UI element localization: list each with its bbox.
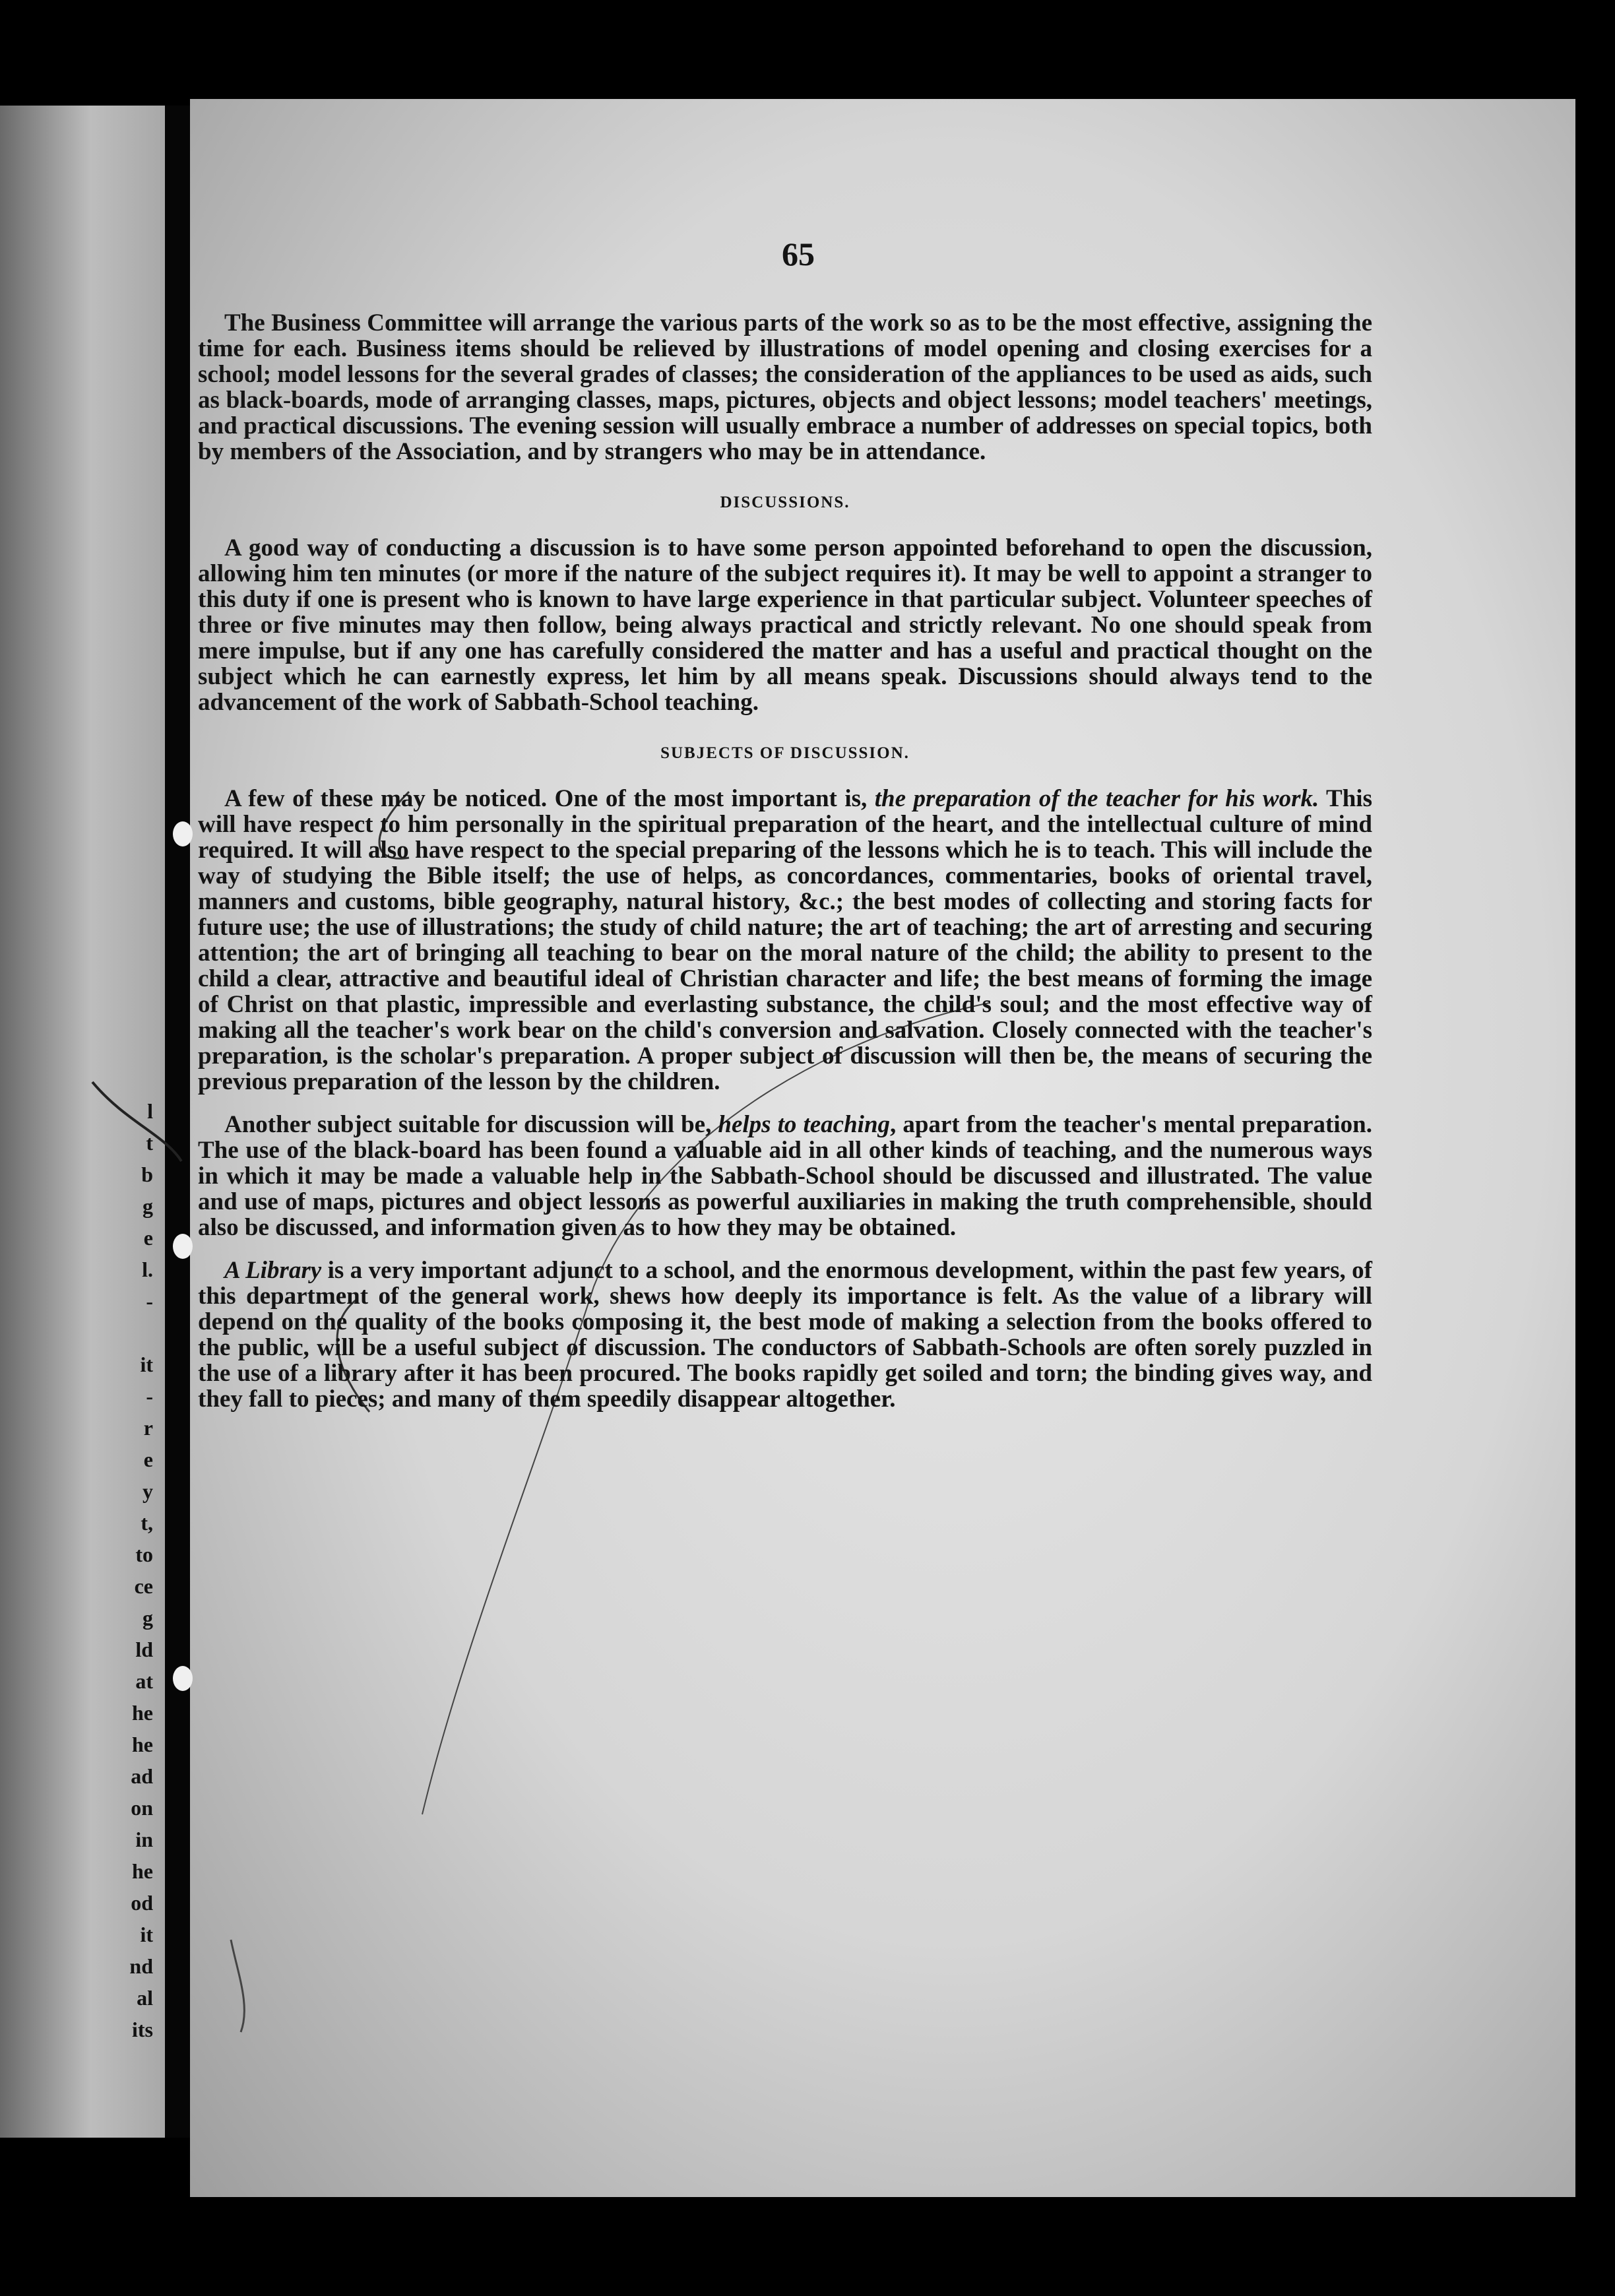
page-text	[198, 234, 1372, 1412]
facing-page-fragment: t,	[141, 1511, 153, 1535]
page-number: 65	[782, 236, 815, 272]
facing-page-fragment: -	[146, 1289, 153, 1313]
paragraph-library-text: is a very important adjunct to a school, and the enormous development, within the past few years, of this department of the general work, shews how deeply its importance is felt. As the value of a library will depend on the quality of the books composing it, the best mode of making a selection from the books offered to the public, will be a useful subject of discussion. The conductors of Sabbath-Schools are often sorely puzzled in the use of a library after it has been procured. The books rapidly get soiled and torn; the binding gives way, and they fall to pieces; and many of them speedily disappear altogether.	[198, 1257, 1372, 1413]
heading-discussions: DISCUSSIONS.	[720, 494, 850, 511]
facing-page-fragment: ad	[131, 1764, 153, 1788]
facing-page-fragment: t	[146, 1131, 153, 1155]
facing-page-fragment: l.	[142, 1258, 153, 1281]
facing-page-fragment: g	[142, 1194, 153, 1218]
paragraph-business-committee: The Business Committee will arrange the various parts of the work so as to be the most effective, assigning the time for each. Business items should be relieved by illustrations of model opening and closing exercises for a school; model lessons for the several grades of classes; the consideration of the appliances to be used as aids, such as black-boards, mode of arranging classes, maps, pictures, objects and object lessons; model teachers' meetings, and practical discussions. The evening session will usually embrace a number of addresses on special topics, both by members of the Association, and by strangers who may be in attendance.	[198, 309, 1372, 465]
facing-page-fragment: b	[141, 1163, 153, 1186]
emphasis-library: A Library	[224, 1257, 322, 1284]
facing-page-fragment: it	[140, 1923, 153, 1946]
facing-page-fragment: l	[147, 1099, 153, 1123]
facing-page-fragment: ld	[135, 1638, 153, 1661]
facing-page-fragment: r	[143, 1416, 153, 1440]
paragraph-helps-text: Another subject suitable for discussion will be,	[224, 1111, 718, 1138]
paragraph-discussions: A good way of conducting a discussion is to have some person appointed beforehand to open the discussion, allowing him ten minutes (or more if the nature of the subject requires it). It may be well to appoint a stranger to this duty if one is present who is known to have large experience in that particular subject. Volunteer speeches of three or five minutes may then follow, being always practical and strictly relevant. No one should speak from mere impulse, but if any one has carefully considered the matter and has a useful and practical thought on the subject which he can earnestly express, let him by all means speak. Discussions should always tend to the advancement of the work of Sabbath-School teaching.	[198, 534, 1372, 716]
facing-page-fragment: it	[140, 1353, 153, 1376]
emphasis-preparation: the preparation of the teacher for his work.	[874, 785, 1319, 812]
facing-page-fragment: he	[132, 1859, 153, 1883]
heading-subjects-of-discussion: SUBJECTS OF DISCUSSION.	[660, 744, 910, 762]
paragraph-subjects	[198, 786, 1372, 1095]
facing-page-fragment: on	[131, 1796, 153, 1820]
facing-page-fragment: in	[135, 1828, 153, 1851]
facing-page-fragment: to	[135, 1543, 153, 1566]
facing-page-fragment: he	[132, 1733, 153, 1756]
paragraph-helps-to-teaching	[198, 1112, 1372, 1240]
paragraph-subjects-text-cont: This will have respect to him personally in the spiritual preparation of the heart, and the intellectual culture of mind required. It will also have respect to the special preparing of the lessons which he is to teach. This will include the way of studying the Bible itself; the use of helps, as concordances, commentaries, books of oriental travel, manners and customs, bible geography, natural history, &c.; the best modes of collecting and storing facts for future use; the use of illustrations; the study of child nature; the art of teaching; the art of arresting and securing attention; the art of bringing all teaching to bear on the moral nature of the child; the ability to present to the child a clear, attractive and beautiful ideal of Christian character and life; the best means of forming the image of Christ on that plastic, impressible and everlasting substance, the child's soul; and the most effective way of making all the teacher's work bear on the child's conversion and salvation. Closely connected with the teacher's preparation, is the scholar's preparation. A proper subject of discussion will then be, the means of securing the previous preparation of the lesson by the children.	[198, 785, 1372, 1095]
facing-page-fragment: al	[137, 1986, 153, 2010]
facing-page-fragment: od	[131, 1891, 153, 1915]
paragraph-subjects-text: A few of these may be noticed. One of the most important is,	[224, 785, 875, 812]
paragraph-library	[198, 1258, 1372, 1412]
paragraph-helps-text-cont: , apart from the teacher's mental preparation. The use of the black-board has been found a valuable aid in all other kinds of teaching, and the numerous ways in which it may be made a valuable help in the Sabbath-School should be discussed and illustrated. The value and use of maps, pictures and object lessons as powerful auxiliaries in making the truth comprehensible, should also be discussed, and information given as to how they may be obtained.	[198, 1111, 1372, 1241]
facing-page-fragment: e	[143, 1226, 153, 1250]
emphasis-helps: helps to teaching	[718, 1111, 891, 1138]
facing-page-fragment: ce	[134, 1574, 153, 1598]
facing-page-fragment: g	[142, 1606, 153, 1630]
facing-page-fragment: its	[132, 2018, 153, 2041]
facing-page-fragment: -	[146, 1384, 153, 1408]
facing-page-fragment: e	[143, 1448, 153, 1471]
facing-page-fragment: at	[135, 1669, 153, 1693]
facing-page-fragment: he	[132, 1701, 153, 1725]
facing-page-fragment: nd	[129, 1954, 153, 1978]
facing-page-fragment: y	[142, 1479, 153, 1503]
